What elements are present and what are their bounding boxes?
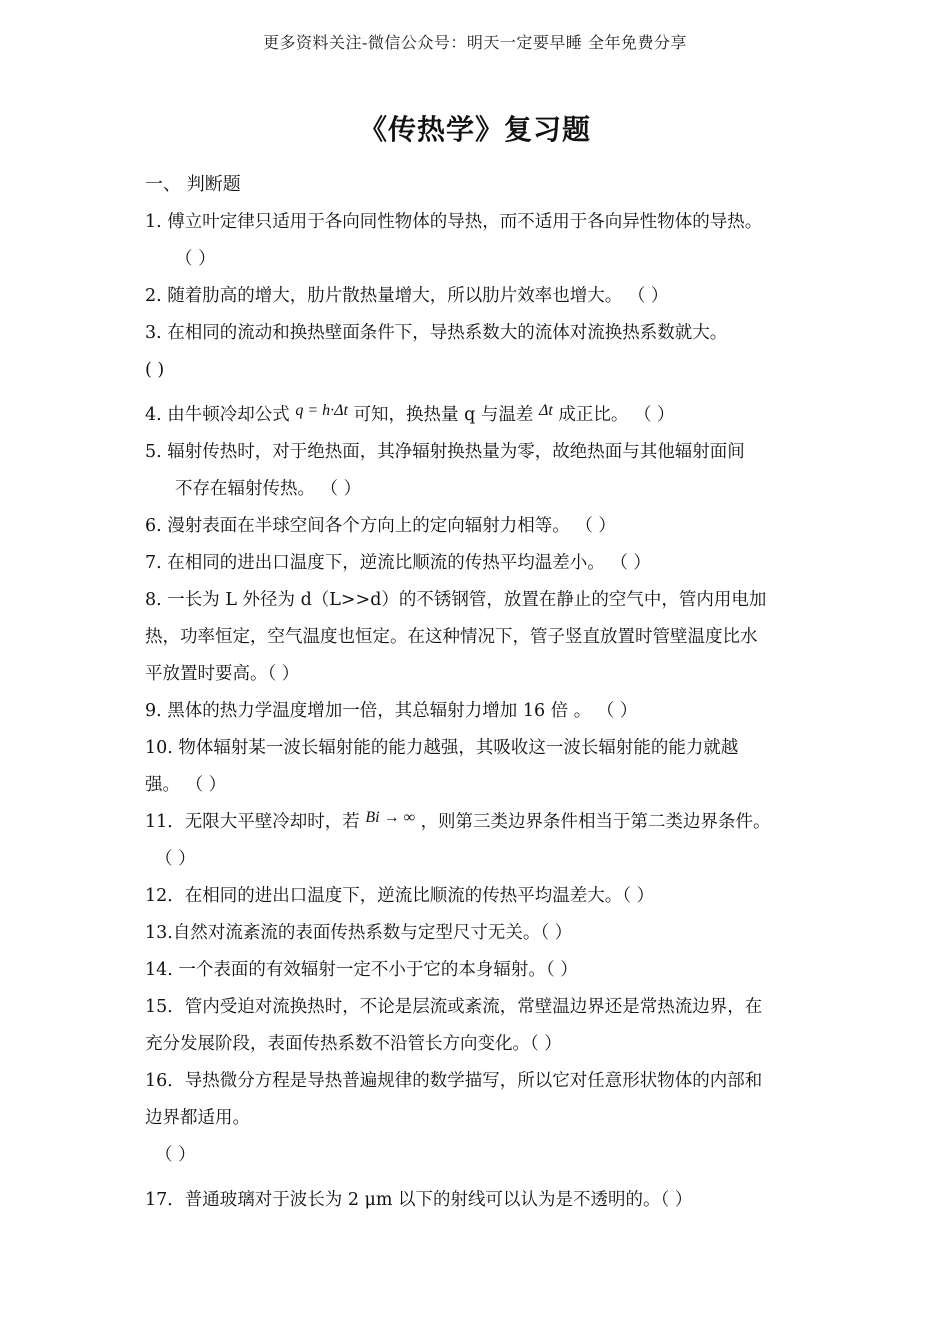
question-10: 10. 物体辐射某一波长辐射能的能力越强，其吸收这一波长辐射能的能力就越 — [145, 738, 739, 758]
question-4-text-c: 成正比。 （ ） — [558, 405, 675, 425]
question-1-answer-blank: （ ） — [175, 249, 216, 269]
question-14: 14. 一个表面的有效辐射一定不小于它的本身辐射。（ ） — [145, 960, 578, 980]
question-5: 5. 辐射传热时，对于绝热面，其净辐射换热量为零，故绝热面与其他辐射面间 — [145, 442, 745, 462]
question-15-continued: 充分发展阶段，表面传热系数不沿管长方向变化。（ ） — [145, 1034, 562, 1054]
question-16-continued: 边界都适用。 — [145, 1108, 250, 1128]
question-8-continued-2: 平放置时要高。（ ） — [145, 664, 300, 684]
question-4 — [145, 397, 830, 434]
biot-number-formula: Bi → ∞ — [365, 809, 415, 826]
question-8-continued-1: 热，功率恒定，空气温度也恒定。在这种情况下，管子竖直放置时管壁温度比水 — [145, 627, 758, 647]
question-11-text-a: 11．无限大平壁冷却时，若 — [145, 812, 360, 832]
question-4-text-b: 可知，换热量 q 与温差 — [353, 405, 534, 425]
question-5-continued: 不存在辐射传热。 （ ） — [175, 479, 362, 499]
temperature-difference-symbol: Δt — [538, 402, 553, 419]
header-note: 更多资料关注-微信公众号：明天一定要早睡 全年免费分享 — [263, 33, 687, 52]
question-3-answer-blank: ( ) — [145, 360, 165, 380]
question-9: 9. 黑体的热力学温度增加一倍，其总辐射力增加 16 倍 。 （ ） — [145, 701, 638, 721]
question-6: 6. 漫射表面在半球空间各个方向上的定向辐射力相等。 （ ） — [145, 516, 616, 536]
question-1: 1. 傅立叶定律只适用于各向同性物体的导热，而不适用于各向异性物体的导热。 — [145, 212, 763, 232]
question-11-answer-blank: （ ） — [155, 849, 196, 869]
question-2: 2. 随着肋高的增大，肋片散热量增大，所以肋片效率也增大。 （ ） — [145, 286, 669, 306]
question-11 — [145, 804, 830, 841]
question-7: 7. 在相同的进出口温度下，逆流比顺流的传热平均温差小。 （ ） — [145, 553, 651, 573]
question-17: 17．普通玻璃对于波长为 2 μm 以下的射线可以认为是不透明的。（ ） — [145, 1190, 693, 1210]
question-10-continued: 强。 （ ） — [145, 775, 227, 795]
document-title: 《传热学》复习题 — [358, 113, 591, 146]
question-16-answer-blank: （ ） — [155, 1145, 196, 1165]
question-11-text-b: ，则第三类边界条件相当于第二类边界条件。 — [420, 812, 771, 832]
question-8: 8. 一长为 L 外径为 d（L>>d）的不锈钢管，放置在静止的空气中，管内用电加 — [145, 590, 767, 610]
question-12: 12．在相同的进出口温度下，逆流比顺流的传热平均温差大。（ ） — [145, 886, 655, 906]
question-15: 15．管内受迫对流换热时，不论是层流或紊流，常壁温边界还是常热流边界，在 — [145, 997, 763, 1017]
question-13: 13.自然对流紊流的表面传热系数与定型尺寸无关。（ ） — [145, 923, 573, 943]
question-16: 16．导热微分方程是导热普遍规律的数学描写，所以它对任意形状物体的内部和 — [145, 1071, 763, 1091]
question-3: 3. 在相同的流动和换热壁面条件下，导热系数大的流体对流换热系数就大。 — [145, 323, 728, 343]
newton-cooling-formula: q = h·Δt — [295, 402, 348, 419]
question-list — [145, 204, 830, 1219]
section-heading: 一、 判断题 — [145, 174, 241, 195]
question-4-text-a: 4. 由牛顿冷却公式 — [145, 405, 290, 425]
